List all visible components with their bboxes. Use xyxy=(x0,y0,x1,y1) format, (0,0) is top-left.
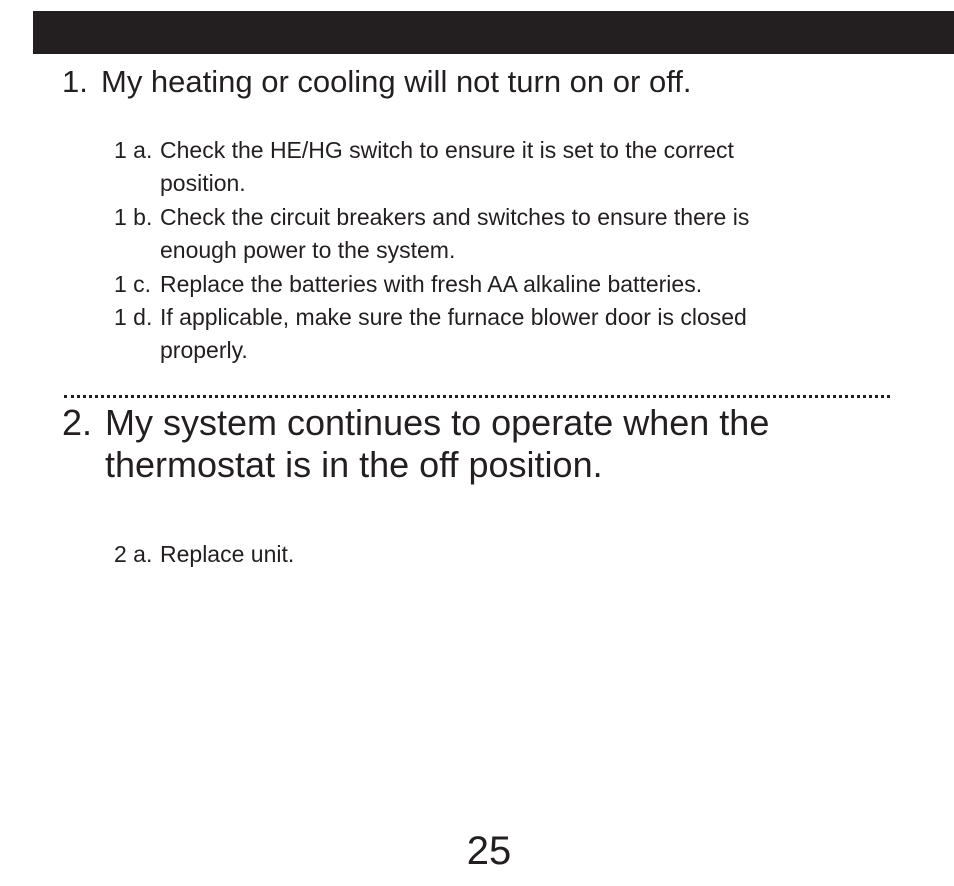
header-bar xyxy=(33,11,954,54)
question-2-heading xyxy=(62,402,769,486)
answer-item xyxy=(114,538,904,571)
answer-number: 1 c. xyxy=(114,270,152,297)
answer-text-line: If applicable, make sure the furnace blower door is closed xyxy=(160,304,747,331)
answer-text-line: Check the circuit breakers and switches to ensure there is xyxy=(160,203,750,230)
answer-text xyxy=(160,301,747,368)
answer-text xyxy=(160,538,294,571)
question-text xyxy=(105,402,769,486)
question-text-line: thermostat is in the off position. xyxy=(105,444,603,485)
question-text xyxy=(101,63,691,101)
answer-item xyxy=(114,134,904,201)
question-text-line: My system continues to operate when the xyxy=(105,402,770,443)
answer-text xyxy=(160,134,734,201)
answer-item xyxy=(114,268,904,301)
answer-number: 1 a. xyxy=(114,137,153,163)
answer-text-line: Check the HE/HG switch to ensure it is set to the correct xyxy=(160,137,734,163)
answer-item xyxy=(114,301,904,368)
dotted-divider xyxy=(64,395,890,398)
question-1-heading xyxy=(62,63,691,101)
answer-text xyxy=(160,201,749,268)
answer-text-line: Replace the batteries with fresh AA alkaline batteries. xyxy=(160,270,703,297)
answer-text-line: properly. xyxy=(160,337,248,364)
answer-text-line: position. xyxy=(160,170,246,197)
question-2-answers xyxy=(114,538,904,571)
answer-number: 1 d. xyxy=(114,304,153,331)
answer-text xyxy=(160,268,702,301)
question-number: 2. xyxy=(62,402,93,443)
answer-number: 1 b. xyxy=(114,203,153,230)
answer-number: 2 a. xyxy=(114,541,153,567)
answer-item xyxy=(114,201,904,268)
question-number: 1. xyxy=(62,64,88,99)
question-1-answers xyxy=(114,134,904,368)
answer-text-line: enough power to the system. xyxy=(160,237,456,264)
answer-text-line: Replace unit. xyxy=(160,541,295,567)
question-text-line: My heating or cooling will not turn on or off. xyxy=(101,64,692,99)
page-number: 25 xyxy=(466,829,512,873)
